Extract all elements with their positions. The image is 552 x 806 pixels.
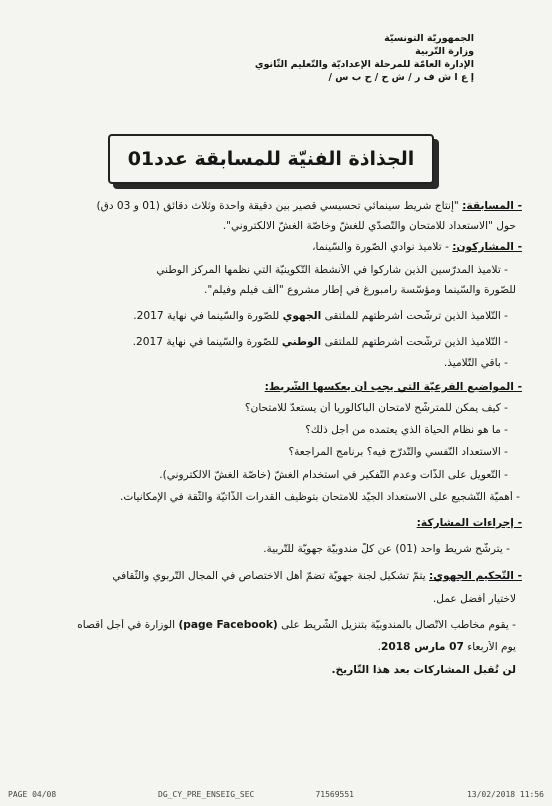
fax-footer — [8, 790, 544, 802]
procedures-label: - إجراءات المشاركة: — [416, 517, 522, 529]
competition-line — [24, 200, 522, 213]
procedures-text: - يترشّح شريط واحد (01) عن كلّ مندوبيّة جهويّة للتّربية. — [263, 543, 510, 555]
republic-name: الجمهوريّة التونسيّة — [384, 33, 474, 44]
deadline-line-2: يوم الأربعاء 07 مارس 2018. — [377, 641, 516, 653]
document-title: الجذاذة الفنيّة للمسابقة عدد01 — [127, 148, 415, 170]
jury-line — [24, 570, 522, 583]
ministry-name: وزارة التّربية — [415, 46, 474, 57]
fax-sender: DG_CY_PRE_ENSEIG_SEC — [158, 790, 255, 799]
participants-item-4: - باقي التّلاميذ. — [443, 357, 508, 369]
theme-question-1: - كيف يمكن للمترشّح لامتحان الباكالوريا أن يستعدّ للامتحان؟ — [244, 402, 508, 414]
participants-line — [24, 241, 522, 254]
participants-item-1: - تلاميذ المدرّسين الذين شاركوا في الأنشطة التّكوينيّة التي نظّمها المركز الوطني — [156, 264, 508, 276]
competition-label: - المسابقة: — [462, 200, 522, 212]
participants-item-2: - التّلاميذ الذين ترشّحت أشرطتهم للملتقى الجهوي للصّورة والسّينما في نهاية 2017. — [133, 310, 508, 322]
deadline-line-1: - يقوم مخاطب الاتّصال بالمندوبيّة بتنزيل الشّريط على (page Facebook) الوزارة في أجل أقصاه — [77, 619, 516, 631]
letterhead — [204, 32, 474, 84]
theme-question-5: - أهميّة التّشجيع على الاستعداد الجيّد للامتحان بتوظيف القدرات الذّاتيّة والثّقة في الإمكانيات. — [119, 491, 520, 503]
theme-question-3: - الاستعداد النّفسي والتّدرّج فيه؟ برنامج المراجعة؟ — [288, 446, 508, 458]
reference-code: إ ع ا ش ف ر / ش ح / ح ب س / — [328, 72, 474, 83]
fax-page: PAGE 04/08 — [8, 790, 57, 799]
participants-text: - تلاميذ نوادي الصّورة والسّينما، — [312, 241, 453, 253]
jury-text: يتمّ تشكيل لجنة جهويّة تضمّ أهل الاختصاص في المجال التّربوي والثّقافي — [112, 570, 430, 582]
jury-line-2: لاختيار أفضل عمل. — [432, 593, 516, 605]
participants-item-1-cont: للصّورة والسّينما ومؤسّسة رامبورغ في إطار مشروع "ألف فيلم وفيلم". — [204, 284, 516, 296]
competition-line-2: حول "الاستعداد للامتحان والتّصدّي للغشّ وخاصّة الغشّ الالكتروني". — [222, 220, 516, 232]
closing-notice: لن تُقبل المشاركات بعد هذا التّاريخ. — [331, 664, 516, 676]
deadline-date: 07 مارس 2018 — [381, 641, 464, 653]
participants-label: - المشاركون: — [452, 241, 522, 253]
fax-number: 71569551 — [315, 790, 354, 799]
title-box — [108, 134, 434, 184]
jury-label: - التّحكيم الجهوي: — [429, 570, 522, 582]
document-body — [24, 200, 522, 677]
national-word: الوطني — [281, 336, 322, 348]
theme-question-4: - التّعويل على الذّات وعدم التّفكير في استخدام الغشّ (خاصّة الغشّ الالكتروني). — [159, 469, 508, 481]
theme-question-2: - ما هو نظام الحياة الذي يعتمده من أجل ذلك؟ — [305, 424, 508, 436]
participants-item-3: - التّلاميذ الذين ترشّحت أشرطتهم للملتقى الوطني للصّورة والسّينما في نهاية 2017. — [132, 336, 508, 348]
directorate-name: الإدارة العامّة للمرحلة الإعداديّة والتّعليم الثّانوي — [254, 59, 474, 70]
themes-label: - المواضيع الفرعيّة التي يجب أن يعكسها الشّريط: — [264, 381, 522, 393]
facebook-page: (page Facebook) — [178, 619, 278, 631]
fax-datetime: 13/02/2018 11:56 — [466, 790, 544, 799]
regional-word: الجهوي — [282, 310, 322, 322]
competition-text: "إنتاج شريط سينمائي تحسيسي قصير بين دقيقة واحدة وثلاث دقائق (01 و 03 دق) — [96, 200, 463, 212]
